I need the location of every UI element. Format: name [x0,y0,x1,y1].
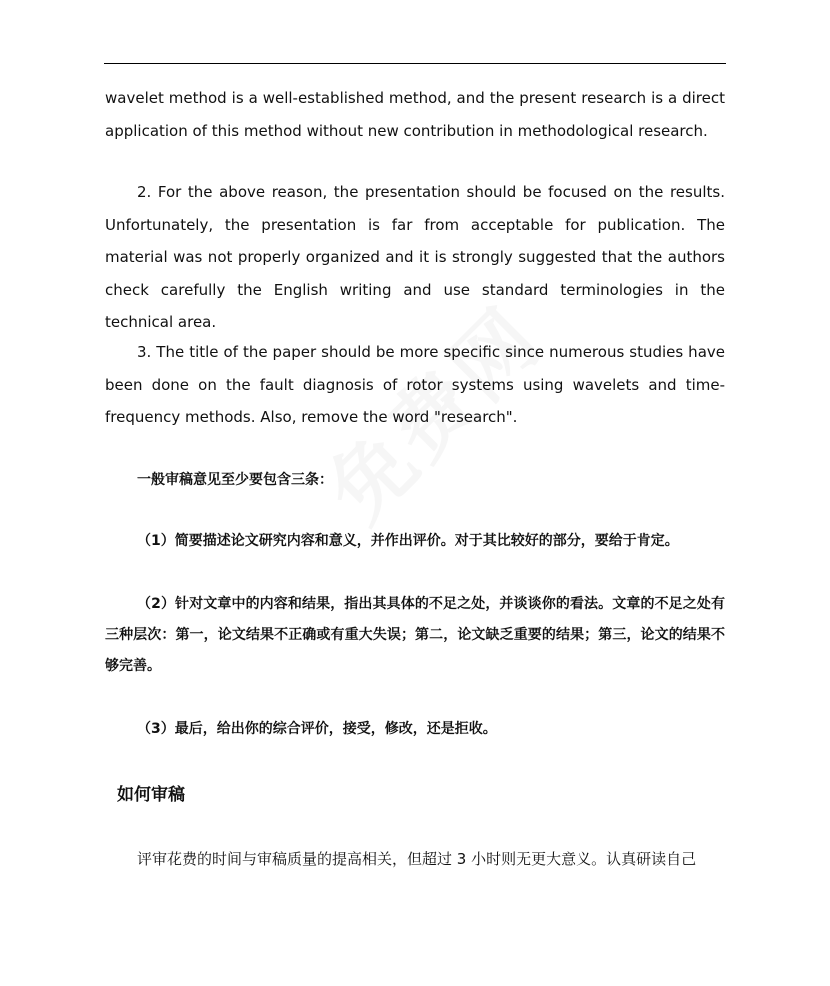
paragraph-3: 3. The title of the paper should be more specific since numerous studies have been done on the fault diagnosis of rotor systems using wavelets and time-frequency methods. Also, remove the word "research". [105,343,725,427]
guideline-item-2: （2）针对文章中的内容和结果，指出其具体的不足之处，并谈谈你的看法。文章的不足之处有三种层次：第一，论文结果不正确或有重大失误；第二，论文缺乏重要的结果；第三，论文的结果不够完善。 [105,596,725,674]
section-body: 评审花费的时间与审稿质量的提高相关，但超过 3 小时则无更大意义。认真研读自己 [137,850,697,868]
guideline-item-3: （3）最后，给出你的综合评价，接受，修改，还是拒收。 [137,721,497,737]
paragraph-2: 2. For the above reason, the presentation should be focused on the results. Unfortunately, the presentation is far from acceptable for publication. The material was not properly organized and it is strongly suggested that the authors check carefully the English writing and use standard terminologies in the technical area. [105,183,725,332]
guideline-item-1: （1）简要描述论文研究内容和意义，并作出评价。对于其比较好的部分，要给于肯定。 [137,533,679,549]
paragraph-1: wavelet method is a well-established method, and the present research is a direct application of this method without new contribution in methodological research. [105,89,725,140]
section-heading: 如何审稿 [117,785,185,805]
header-rule [104,63,726,64]
guidelines-intro: 一般审稿意见至少要包含三条： [137,472,333,488]
